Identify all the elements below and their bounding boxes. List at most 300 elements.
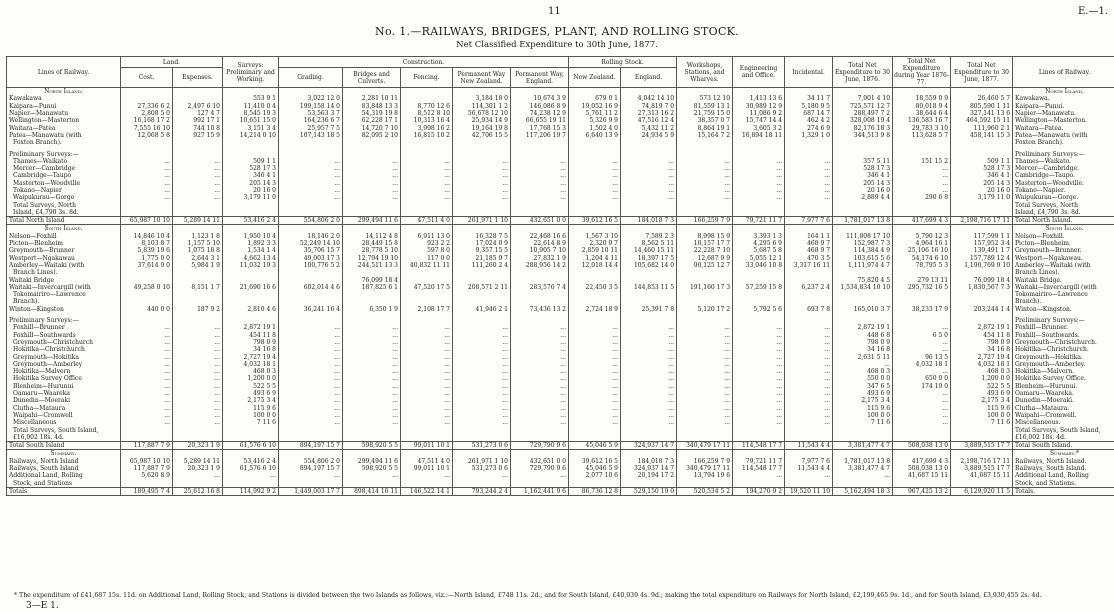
value-cell: ... xyxy=(733,383,785,390)
value-cell: ... xyxy=(173,187,223,194)
value-cell: 54,174 6 10 xyxy=(893,255,951,262)
value-cell xyxy=(569,426,621,433)
section-label-right: Summary.* xyxy=(1013,450,1114,458)
value-cell: ... xyxy=(733,419,785,426)
value-cell: 5,326 9 9 xyxy=(569,117,621,124)
value-cell: 328,008 19 4 xyxy=(833,117,893,124)
value-cell: ... xyxy=(453,339,511,346)
value-cell: ... xyxy=(401,158,453,165)
value-cell xyxy=(279,317,343,324)
value-cell: ... xyxy=(121,187,173,194)
value-cell: 927 15 9 xyxy=(173,132,223,139)
value-cell xyxy=(401,201,453,208)
value-cell xyxy=(279,479,343,487)
value-cell xyxy=(951,434,1013,442)
table-row xyxy=(7,479,1114,487)
value-cell xyxy=(279,209,343,217)
table-body xyxy=(7,88,1114,496)
value-cell: 299,494 11 6 xyxy=(343,458,401,465)
value-cell: ... xyxy=(343,390,401,397)
value-cell: 115 9 6 xyxy=(223,404,279,411)
value-cell: ... xyxy=(893,339,951,346)
value-cell xyxy=(621,298,677,305)
value-cell: 1,950 10 4 xyxy=(223,233,279,240)
value-cell: 531,273 0 6 xyxy=(453,441,511,449)
value-cell: 509 1 1 xyxy=(951,158,1013,165)
value-cell: 2,198,716 17 11 xyxy=(951,458,1013,465)
value-cell: 157,789 12 4 xyxy=(951,255,1013,262)
value-cell: ... xyxy=(733,324,785,331)
value-cell xyxy=(511,276,569,283)
value-cell: ... xyxy=(279,361,343,368)
row-label: Waipahi—Cromwell xyxy=(7,412,121,419)
value-cell: ... xyxy=(511,375,569,382)
row-label-right: Preliminary Surveys:— xyxy=(1013,317,1114,324)
value-cell: 1,781,017 13 8 xyxy=(833,458,893,465)
value-cell xyxy=(569,276,621,283)
header-rs-england: England. xyxy=(621,68,677,88)
value-cell: ... xyxy=(677,158,733,165)
value-cell: ... xyxy=(785,165,833,172)
value-cell: 3,998 16 2 xyxy=(401,124,453,131)
row-label: Stock, and Stations xyxy=(7,479,121,487)
value-cell: 38,644 6 4 xyxy=(893,110,951,117)
value-cell: 35,706 15 7 xyxy=(279,247,343,254)
value-cell: ... xyxy=(173,404,223,411)
value-cell: 5,289 14 11 xyxy=(173,458,223,465)
empty-cell xyxy=(621,88,677,96)
value-cell: ... xyxy=(785,412,833,419)
value-cell: 1,075 18 8 xyxy=(173,247,223,254)
value-cell: 448 6 8 xyxy=(833,332,893,339)
value-cell: ... xyxy=(569,172,621,179)
value-cell: ... xyxy=(279,180,343,187)
empty-cell xyxy=(511,450,569,458)
value-cell xyxy=(833,291,893,298)
value-cell xyxy=(401,209,453,217)
value-cell: 10,651 15 0 xyxy=(223,117,279,124)
value-cell xyxy=(621,209,677,217)
value-cell xyxy=(121,95,173,102)
value-cell xyxy=(511,139,569,146)
value-cell: 107,143 18 5 xyxy=(279,132,343,139)
header-incidental: Incidental. xyxy=(785,57,833,88)
header-total-year: Total Net Expenditure during Year 1876-77. xyxy=(894,58,949,86)
value-cell: ... xyxy=(173,361,223,368)
value-cell xyxy=(833,298,893,305)
value-cell: 25,957 7 5 xyxy=(279,124,343,131)
value-cell: ... xyxy=(893,180,951,187)
row-label: Amberley—Waitaki (with xyxy=(7,262,121,269)
row-label-right: Branch Lines). xyxy=(1013,269,1114,276)
table-row xyxy=(7,255,1114,262)
value-cell: ... xyxy=(893,412,951,419)
value-cell xyxy=(785,298,833,305)
value-cell: 528 17 3 xyxy=(951,165,1013,172)
value-cell: ... xyxy=(893,324,951,331)
footnote: * The expenditure of £41,687 15s. 11d. on Additional Land, Rolling Stock, and Stations is divided between the two Islands as follows, viz.:—North Island, £748 11s. 2d., and for South Island, £40,939 4s. 9d.; making the total expenditure on Railways for North Island, £2,199,465 9s. 1d., and for South Island, £3,930,455 2s. 4d. xyxy=(14,592,1042,599)
value-cell: ... xyxy=(511,158,569,165)
value-cell: 6,640 13 9 xyxy=(569,132,621,139)
value-cell xyxy=(569,201,621,208)
value-cell: 3,393 1 3 xyxy=(733,233,785,240)
table-row xyxy=(7,240,1114,247)
value-cell: 5,790 12 3 xyxy=(893,233,951,240)
value-cell: 30,989 12 9 xyxy=(733,103,785,110)
value-cell: ... xyxy=(343,194,401,201)
value-cell xyxy=(733,276,785,283)
value-cell xyxy=(733,209,785,217)
row-label-right: Total Surveys, North xyxy=(1013,201,1114,208)
row-label: Total Surveys, South Island, xyxy=(7,426,121,433)
value-cell: ... xyxy=(785,339,833,346)
value-cell: ... xyxy=(785,397,833,404)
value-cell: ... xyxy=(279,397,343,404)
value-cell xyxy=(401,479,453,487)
value-cell: ... xyxy=(733,158,785,165)
value-cell xyxy=(121,276,173,283)
value-cell: 65,987 10 10 xyxy=(121,458,173,465)
value-cell xyxy=(621,479,677,487)
empty-cell xyxy=(621,225,677,233)
value-cell: 86,736 12 8 xyxy=(569,487,621,495)
value-cell: 111,260 2 4 xyxy=(453,262,511,269)
value-cell: 79,721 11 7 xyxy=(733,217,785,225)
value-cell: 56,678 12 10 xyxy=(453,110,511,117)
value-cell: 39,612 16 5 xyxy=(569,217,621,225)
value-cell: 12,687 9 9 xyxy=(677,255,733,262)
value-cell: ... xyxy=(733,404,785,411)
value-cell: ... xyxy=(453,375,511,382)
value-cell: 5,180 9 5 xyxy=(785,103,833,110)
value-cell: 7 11 6 xyxy=(833,419,893,426)
value-cell: ... xyxy=(785,187,833,194)
table-row xyxy=(7,284,1114,291)
value-cell xyxy=(401,434,453,442)
value-cell: 553 9 1 xyxy=(223,95,279,102)
header-land-expenses: Expenses. xyxy=(173,68,223,88)
row-label: Greymouth—Brunner xyxy=(7,247,121,254)
value-cell xyxy=(733,479,785,487)
value-cell xyxy=(121,291,173,298)
value-cell: 205 14 3 xyxy=(951,180,1013,187)
header-rolling-stock: Rolling Stock. xyxy=(569,57,677,68)
table-row xyxy=(7,262,1114,269)
value-cell: 54,319 19 8 xyxy=(343,110,401,117)
value-cell: 34 16 8 xyxy=(833,346,893,353)
value-cell xyxy=(511,426,569,433)
table-row xyxy=(7,139,1114,146)
value-cell: 12,068 5 8 xyxy=(121,132,173,139)
header-surveys: Surveys: Preliminary and Working. xyxy=(223,57,279,88)
value-cell: 2,727 19 4 xyxy=(223,353,279,360)
row-label-right: Preliminary Surveys:— xyxy=(1013,150,1114,157)
value-cell xyxy=(677,150,733,157)
value-cell: 7,589 2 3 xyxy=(621,233,677,240)
value-cell: ... xyxy=(401,187,453,194)
value-cell: 4,032 18 1 xyxy=(893,361,951,368)
value-cell: ... xyxy=(343,187,401,194)
table-row xyxy=(7,397,1114,404)
table-row xyxy=(7,353,1114,360)
value-cell: 34 16 8 xyxy=(951,346,1013,353)
value-cell: ... xyxy=(511,397,569,404)
row-label: Wellington—Masterton xyxy=(7,117,121,124)
value-cell xyxy=(785,139,833,146)
value-cell: ... xyxy=(511,353,569,360)
section-label-right: South Island. xyxy=(1013,225,1114,233)
row-label: Waitaki—Invercargill (with xyxy=(7,284,121,291)
value-cell xyxy=(223,150,279,157)
value-cell: 7,555 16 10 xyxy=(121,124,173,131)
value-cell: ... xyxy=(785,361,833,368)
value-cell xyxy=(621,201,677,208)
value-cell: 4,042 14 10 xyxy=(621,95,677,102)
table-row xyxy=(7,404,1114,411)
value-cell: ... xyxy=(279,324,343,331)
value-cell: 146,086 8 9 xyxy=(511,103,569,110)
value-cell: ... xyxy=(569,397,621,404)
row-label: Totals xyxy=(7,487,121,495)
value-cell: 454 11 8 xyxy=(223,332,279,339)
header-land: Land. xyxy=(121,57,223,68)
value-cell xyxy=(511,150,569,157)
value-cell: ... xyxy=(621,172,677,179)
value-cell: 470 3 5 xyxy=(785,255,833,262)
value-cell: ... xyxy=(401,472,453,479)
value-cell xyxy=(951,479,1013,487)
value-cell xyxy=(173,201,223,208)
value-cell: ... xyxy=(621,397,677,404)
value-cell xyxy=(677,479,733,487)
row-label-right: Kaipara—Punui. xyxy=(1013,103,1114,110)
value-cell xyxy=(833,209,893,217)
value-cell: 508,038 13 0 xyxy=(893,441,951,449)
value-cell: ... xyxy=(279,353,343,360)
value-cell: ... xyxy=(343,404,401,411)
value-cell: 468 0 3 xyxy=(833,368,893,375)
value-cell xyxy=(951,298,1013,305)
value-cell: 62,228 17 1 xyxy=(343,117,401,124)
row-label-right: Waitaki—Invercargill (with xyxy=(1013,284,1114,291)
value-cell xyxy=(223,269,279,276)
value-cell: 3,381,477 4 7 xyxy=(833,465,893,472)
value-cell: 531,273 0 6 xyxy=(453,465,511,472)
value-cell: ... xyxy=(733,180,785,187)
value-cell xyxy=(343,479,401,487)
row-label-right: Westport—Ngakawau. xyxy=(1013,255,1114,262)
value-cell: 15,747 14 4 xyxy=(733,117,785,124)
value-cell: ... xyxy=(511,187,569,194)
value-cell: ... xyxy=(453,368,511,375)
value-cell: 27,336 6 2 xyxy=(121,103,173,110)
value-cell xyxy=(453,426,511,433)
value-cell: ... xyxy=(733,412,785,419)
value-cell xyxy=(279,291,343,298)
value-cell: ... xyxy=(785,419,833,426)
row-label: Additional Land, Rolling xyxy=(7,472,121,479)
value-cell xyxy=(453,209,511,217)
value-cell xyxy=(279,276,343,283)
value-cell xyxy=(733,434,785,442)
value-cell xyxy=(569,209,621,217)
row-label: Total North Island xyxy=(7,217,121,225)
header-rs-nz: New Zealand. xyxy=(569,68,621,88)
value-cell: 36,241 16 4 xyxy=(279,306,343,313)
value-cell: ... xyxy=(511,472,569,479)
table-row xyxy=(7,426,1114,433)
value-cell: ... xyxy=(621,187,677,194)
page-number: 11 xyxy=(548,6,561,17)
value-cell: ... xyxy=(173,346,223,353)
value-cell: 2,889 4 4 xyxy=(833,194,893,201)
value-cell: 75,820 4 5 xyxy=(833,276,893,283)
value-cell xyxy=(951,291,1013,298)
value-cell: ... xyxy=(893,165,951,172)
table-row xyxy=(7,117,1114,124)
value-cell: 1,534,834 10 10 xyxy=(833,284,893,291)
table-row xyxy=(7,298,1114,305)
value-cell: ... xyxy=(279,375,343,382)
value-cell: 115 9 6 xyxy=(833,404,893,411)
row-label: Foxhill—Southwards xyxy=(7,332,121,339)
value-cell: ... xyxy=(621,375,677,382)
value-cell xyxy=(173,276,223,283)
value-cell: 1,775 0 0 xyxy=(121,255,173,262)
value-cell: 11,543 4 4 xyxy=(785,465,833,472)
value-cell: 493 6 9 xyxy=(223,390,279,397)
value-cell: 522 5 5 xyxy=(951,383,1013,390)
value-cell: 2,198,716 17 11 xyxy=(951,217,1013,225)
value-cell xyxy=(401,95,453,102)
value-cell: 16,168 17 2 xyxy=(121,117,173,124)
value-cell: ... xyxy=(453,390,511,397)
row-label: Dunedin—Moeraki xyxy=(7,397,121,404)
value-cell: 679 0 1 xyxy=(569,95,621,102)
value-cell: ... xyxy=(279,383,343,390)
value-cell: 41,946 2 1 xyxy=(453,306,511,313)
value-cell: 22,614 8 9 xyxy=(511,240,569,247)
value-cell xyxy=(677,269,733,276)
value-cell: 468 0 3 xyxy=(951,368,1013,375)
empty-cell xyxy=(733,225,785,233)
row-label-right: Winton—Kingston. xyxy=(1013,306,1114,313)
value-cell: 20 16 0 xyxy=(833,187,893,194)
value-cell xyxy=(951,269,1013,276)
value-cell: ... xyxy=(785,172,833,179)
value-cell xyxy=(401,426,453,433)
section-label: North Island. xyxy=(7,88,121,96)
value-cell: ... xyxy=(511,419,569,426)
value-cell: 83,848 13 3 xyxy=(343,103,401,110)
value-cell: 20,323 1 9 xyxy=(173,465,223,472)
value-cell: ... xyxy=(279,187,343,194)
value-cell xyxy=(453,139,511,146)
value-cell: 894,197 15 7 xyxy=(279,441,343,449)
row-label-right: Picton—Blenheim. xyxy=(1013,240,1114,247)
value-cell: 6,129,920 11 5 xyxy=(951,487,1013,495)
empty-cell xyxy=(223,450,279,458)
value-cell: 967,425 13 2 xyxy=(893,487,951,495)
value-cell: ... xyxy=(511,404,569,411)
value-cell xyxy=(453,317,511,324)
value-cell: 38,233 17 9 xyxy=(893,306,951,313)
value-cell xyxy=(279,150,343,157)
value-cell: 1,567 3 10 xyxy=(569,233,621,240)
value-cell: ... xyxy=(511,165,569,172)
value-cell xyxy=(279,139,343,146)
value-cell: 1,534 1 4 xyxy=(223,247,279,254)
value-cell xyxy=(511,298,569,305)
row-label-right: Dunedin—Moeraki. xyxy=(1013,397,1114,404)
value-cell: 10,313 16 4 xyxy=(401,117,453,124)
row-label-right: Thames—Waikato. xyxy=(1013,158,1114,165)
value-cell: 3,184 18 0 xyxy=(453,95,511,102)
row-label-right: Hokitika Survey Office. xyxy=(1013,375,1114,382)
value-cell: ... xyxy=(569,390,621,397)
value-cell: 3,889,515 17 7 xyxy=(951,465,1013,472)
value-cell: 346 4 1 xyxy=(951,172,1013,179)
value-cell: 432,651 0 0 xyxy=(511,458,569,465)
value-cell xyxy=(785,209,833,217)
row-label: Preliminary Surveys:— xyxy=(7,317,121,324)
value-cell: 5,839 19 6 xyxy=(121,247,173,254)
value-cell: 347 6 5 xyxy=(833,383,893,390)
value-cell: ... xyxy=(785,180,833,187)
value-cell: 417,699 4 3 xyxy=(893,458,951,465)
value-cell: 244,511 13 3 xyxy=(343,262,401,269)
value-cell: ... xyxy=(279,419,343,426)
section-row xyxy=(7,88,1114,96)
empty-cell xyxy=(569,225,621,233)
row-label-right: Railways, North Island. xyxy=(1013,458,1114,465)
value-cell: ... xyxy=(343,346,401,353)
value-cell: ... xyxy=(401,353,453,360)
value-cell xyxy=(173,150,223,157)
value-cell: ... xyxy=(785,404,833,411)
value-cell xyxy=(279,426,343,433)
value-cell: 493 6 9 xyxy=(833,390,893,397)
value-cell: 114,384 4 9 xyxy=(833,247,893,254)
value-cell xyxy=(621,434,677,442)
value-cell: 2,859 10 11 xyxy=(569,247,621,254)
value-cell: ... xyxy=(569,404,621,411)
value-cell: ... xyxy=(569,419,621,426)
section-label-right: North Island. xyxy=(1013,88,1114,96)
value-cell xyxy=(223,291,279,298)
empty-cell xyxy=(621,450,677,458)
value-cell: 82,176 18 3 xyxy=(833,124,893,131)
value-cell: 52,249 14 10 xyxy=(279,240,343,247)
value-cell: 729,790 9 6 xyxy=(511,465,569,472)
value-cell: ... xyxy=(569,165,621,172)
empty-cell xyxy=(453,88,511,96)
header-grading: Grading. xyxy=(279,68,343,88)
value-cell: 76,099 18 4 xyxy=(951,276,1013,283)
value-cell: 327,141 13 6 xyxy=(951,110,1013,117)
value-cell: ... xyxy=(453,472,511,479)
row-label-right: Greymouth—Christchurch. xyxy=(1013,339,1114,346)
empty-cell xyxy=(733,88,785,96)
value-cell: 12,018 14 4 xyxy=(569,262,621,269)
value-cell: 8,562 5 11 xyxy=(621,240,677,247)
value-cell: 174 19 0 xyxy=(893,383,951,390)
value-cell: ... xyxy=(677,375,733,382)
value-cell: 4,032 18 1 xyxy=(951,361,1013,368)
value-cell xyxy=(173,298,223,305)
value-cell xyxy=(785,269,833,276)
value-cell: ... xyxy=(621,361,677,368)
